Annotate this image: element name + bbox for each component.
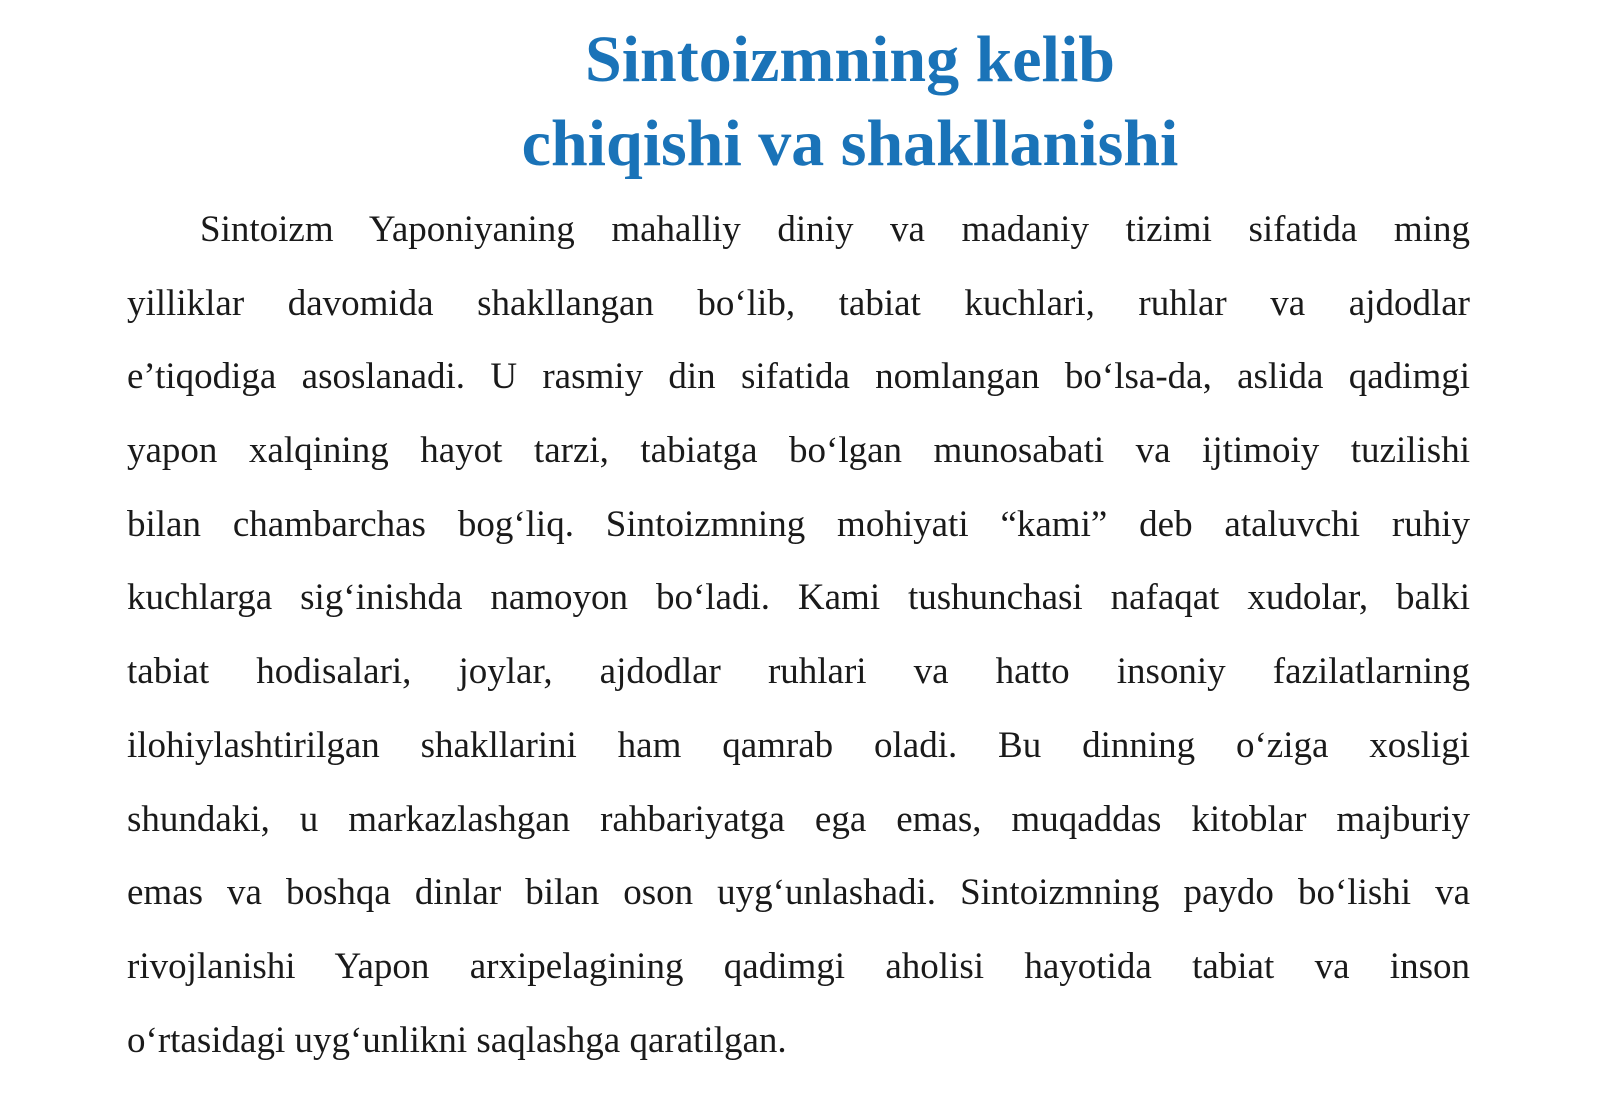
- text-line: shundaki, u markazlashgan rahbariyatga ega emas, muqaddas kitoblar majburiy: [127, 798, 1470, 840]
- title-line: chiqishi va shakllanishi: [521, 107, 1179, 180]
- text-line: yilliklar davomida shakllangan bo‘lib, tabiat kuchlari, ruhlar va ajdodlar: [127, 282, 1470, 324]
- text-line: kuchlarga sig‘inishda namoyon bo‘ladi. Kami tushunchasi nafaqat xudolar, balki: [127, 577, 1470, 619]
- text-line: rivojlanishi Yapon arxipelagining qadimgi aholisi hayotida tabiat va inson: [127, 945, 1470, 987]
- body-paragraph: [127, 193, 1470, 1077]
- text-line: emas va boshqa dinlar bilan oson uyg‘unlashadi. Sintoizmning paydo bo‘lishi va: [127, 872, 1470, 914]
- text-line: tabiat hodisalari, joylar, ajdodlar ruhlari va hatto insoniy fazilatlarning: [127, 651, 1470, 693]
- text-line: e’tiqodiga asoslanadi. U rasmiy din sifatida nomlangan bo‘lsa-da, aslida qadimgi: [127, 356, 1470, 398]
- text-line: bilan chambarchas bog‘liq. Sintoizmning mohiyati “kami” deb ataluvchi ruhiy: [127, 503, 1470, 545]
- text-line: Sintoizm Yaponiyaning mahalliy diniy va madaniy tizimi sifatida ming: [200, 209, 1470, 250]
- title-line: Sintoizmning kelib: [585, 23, 1115, 96]
- page-title: [400, 18, 1300, 186]
- text-line: yapon xalqining hayot tarzi, tabiatga bo‘lgan munosabati va ijtimoiy tuzilishi: [127, 430, 1470, 472]
- text-line: o‘rtasidagi uyg‘unlikni saqlashga qaratilgan.: [127, 1019, 787, 1061]
- text-line: ilohiylashtirilgan shakllarini ham qamrab oladi. Bu dinning o‘ziga xosligi: [127, 724, 1470, 766]
